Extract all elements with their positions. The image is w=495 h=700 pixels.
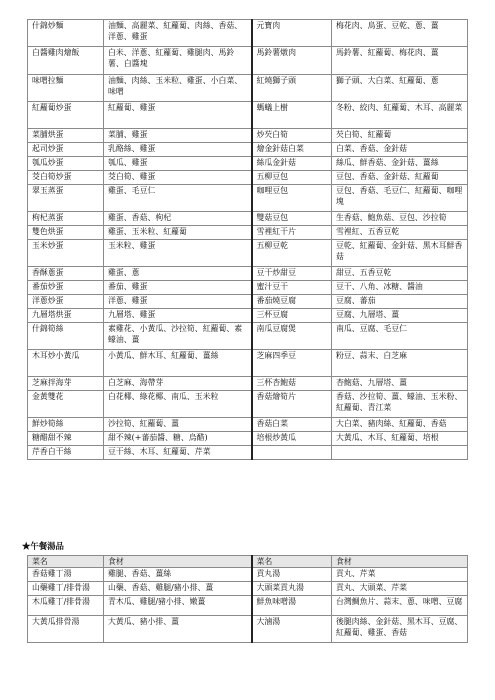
menu-ingredients-cell: 豆包、香菇、金針菇、紅蘿蔔 [332,171,468,185]
soup-dish-name-cell: 鮮魚味噌湯 [252,596,332,616]
menu-ingredients-cell: 雞蛋、玉米粒、紅蘿蔔 [104,226,252,240]
menu-dish-name-cell: 茭白筍炒蛋 [28,171,104,185]
menu-ingredients-cell: 豆腐、九層塔、薑 [332,309,468,323]
menu-dish-name-cell: 五柳豆包 [252,171,332,185]
menu-row [28,377,468,391]
menu-dish-name-cell: 木耳炒小黃瓜 [28,350,104,377]
menu-ingredients-cell: 乳酪絲、雞蛋 [104,143,252,157]
menu-row [28,418,468,432]
menu-ingredients-cell: 茭白筍、雞蛋 [104,171,252,185]
menu-row [28,295,468,309]
menu-ingredients-cell: 生香菇、鮑魚菇、豆包、沙拉筍 [332,212,468,226]
menu-ingredients-cell: 冬粉、絞肉、紅蘿蔔、木耳、高麗菜 [332,102,468,129]
menu-ingredients-cell: 芡白筍、紅蘿蔔 [332,129,468,143]
menu-dish-name-cell: 豆干炒甜豆 [252,267,332,281]
menu-row [28,240,468,267]
menu-row [28,350,468,377]
menu-table-body [28,20,468,460]
menu-row [28,47,468,75]
menu-ingredients-cell: 雞蛋、毛豆仁 [104,185,252,212]
menu-ingredients-cell: 絲瓜、鮮香菇、金針菇、薑絲 [332,157,468,171]
menu-row [28,212,468,226]
soup-header-cell: 菜名 [252,556,332,568]
menu-dish-name-cell: 什錦筍絲 [28,323,104,350]
menu-ingredients-cell: 白芝麻、海帶芽 [104,377,252,391]
soup-ingredients-cell: 雞腿、香菇、薑絲 [104,568,252,582]
menu-ingredients-cell: 洋蔥、雞蛋 [104,295,252,309]
menu-ingredients-cell: 大黃瓜、木耳、紅蘿蔔、培根 [332,432,468,446]
menu-dish-name-cell: 絲瓜金針菇 [252,157,332,171]
menu-dish-name-cell: 咖哩豆包 [252,185,332,212]
soup-ingredients-cell: 貢丸、芹菜 [332,568,468,582]
soup-dish-name-cell: 山藥雞丁/排骨湯 [28,582,104,596]
menu-dish-name-cell: 五柳豆乾 [252,240,332,267]
menu-ingredients-cell: 大白菜、豬肉絲、紅蘿蔔、香菇 [332,418,468,432]
menu-ingredients-cell: 油麵、肉絲、玉米粒、雞蛋、小白菜、味噌 [104,75,252,102]
menu-dish-name-cell: 三杯豆腐 [252,309,332,323]
soup-ingredients-cell: 台灣鯛魚片、蒜末、蔥、味噌、豆腐 [332,596,468,616]
soup-header-cell: 食材 [104,556,252,568]
menu-dish-name-cell: 南瓜豆腐煲 [252,323,332,350]
menu-dish-name-cell: 枸杞蒸蛋 [28,212,104,226]
soup-row [28,568,468,582]
menu-row [28,446,468,460]
menu-row [28,75,468,102]
menu-dish-name-cell: 三杯杏鮑菇 [252,377,332,391]
menu-row [28,309,468,323]
soup-dish-name-cell: 香菇雞丁湯 [28,568,104,582]
soup-header-cell: 食材 [332,556,468,568]
menu-ingredients-cell: 豆包、香菇、毛豆仁、紅蘿蔔、咖哩塊 [332,185,468,212]
menu-dish-name-cell: 螞蟻上樹 [252,102,332,129]
menu-dish-name-cell: 香菇燴筍片 [252,391,332,418]
menu-ingredients-cell: 白花椰、綠花椰、南瓜、玉米粒 [104,391,252,418]
menu-dish-name-cell: 雪裡紅干片 [252,226,332,240]
menu-ingredients-cell: 甜豆、五香豆乾 [332,267,468,281]
soup-ingredients-cell: 青木瓜、雞腿/豬小排、嫩薑 [104,596,252,616]
soup-dish-name-cell: 木瓜雞丁/排骨湯 [28,596,104,616]
menu-dish-name-cell: 玉米炒蛋 [28,240,104,267]
menu-ingredients-cell: 粉豆、蒜末、白芝麻 [332,350,468,377]
menu-row [28,432,468,446]
menu-ingredients-cell: 豆干、八角、冰糖、醬油 [332,281,468,295]
menu-dish-name-cell: 芹香白干絲 [28,446,104,460]
soup-ingredients-cell: 後腿肉絲、金針菇、黑木耳、豆腐、紅蘿蔔、雞蛋、香菇 [332,616,468,643]
menu-ingredients-cell: 梅花肉、鳥蛋、豆乾、蔥、薑 [332,20,468,47]
menu-dish-name-cell: 翠玉蒸蛋 [28,185,104,212]
soup-header-cell: 菜名 [28,556,104,568]
menu-row [28,171,468,185]
soup-header-row [28,556,468,568]
menu-row [28,129,468,143]
menu-row [28,391,468,418]
menu-dish-name-cell: 香菇白菜 [252,418,332,432]
menu-ingredients-cell: 油麵、高麗菜、紅蘿蔔、肉絲、香菇、洋蔥、雞蛋 [104,20,252,47]
menu-dish-name-cell: 馬鈴薯燉肉 [252,47,332,75]
menu-row [28,323,468,350]
menu-row [28,185,468,212]
menu-ingredients-cell: 香菇、沙拉筍、薑、蠔油、玉米粉、紅蘿蔔、青江菜 [332,391,468,418]
menu-dish-name-cell [252,446,332,460]
menu-ingredients-cell: 白菜、香菇、金針菇 [332,143,468,157]
menu-ingredients-cell [332,446,468,460]
menu-ingredients-cell: 甜不辣(+蕃茄醬、糖、烏醋) [104,432,252,446]
menu-ingredients-cell: 雞蛋、香菇、枸杞 [104,212,252,226]
menu-ingredients-cell: 玉米粒、雞蛋 [104,240,252,267]
menu-dish-name-cell: 白醬雞肉燴飯 [28,47,104,75]
soup-dish-name-cell: 大頭菜貢丸湯 [252,582,332,596]
menu-dish-name-cell: 瓠瓜炒蛋 [28,157,104,171]
soup-dish-name-cell: 大滷湯 [252,616,332,643]
menu-dish-name-cell: 什錦炒麵 [28,20,104,47]
soup-ingredients-cell: 山藥、香菇、雞腿/豬小排、薑 [104,582,252,596]
menu-dish-name-cell: 芝麻四季豆 [252,350,332,377]
menu-dish-name-cell: 紅燒獅子頭 [252,75,332,102]
soup-section-title: ★午餐湯品 [22,541,64,551]
menu-dish-name-cell: 炒芡白筍 [252,129,332,143]
menu-dish-name-cell: 洋蔥炒蛋 [28,295,104,309]
menu-dish-name-cell: 元寶肉 [252,20,332,47]
soup-row [28,596,468,616]
menu-ingredients-cell: 獅子頭、大白菜、紅蘿蔔、蔥 [332,75,468,102]
menu-dish-name-cell: 雙菇豆包 [252,212,332,226]
menu-dish-name-cell: 雙色烘蛋 [28,226,104,240]
menu-dish-name-cell: 金黃雙花 [28,391,104,418]
menu-dish-name-cell: 培根炒黃瓜 [252,432,332,446]
menu-ingredients-cell: 豆乾、紅蘿蔔、金針菇、黑木耳鮮香菇 [332,240,468,267]
menu-ingredients-cell: 紅蘿蔔、雞蛋 [104,102,252,129]
menu-ingredients-cell: 瓠瓜、雞蛋 [104,157,252,171]
menu-dish-name-cell: 蜜汁豆干 [252,281,332,295]
menu-ingredients-cell: 菜脯、雞蛋 [104,129,252,143]
menu-dish-name-cell: 番茄炒蛋 [28,281,104,295]
menu-ingredients-cell: 素雞花、小黃瓜、沙拉筍、紅蘿蔔、素蠔油、薑 [104,323,252,350]
soup-dish-name-cell: 大黃瓜排骨湯 [28,616,104,643]
menu-ingredients-cell: 南瓜、豆腐、毛豆仁 [332,323,468,350]
menu-ingredients-cell: 小黃瓜、鮮木耳、紅蘿蔔、薑絲 [104,350,252,377]
soup-row [28,582,468,596]
menu-dish-name-cell: 起司炒蛋 [28,143,104,157]
soup-row [28,616,468,643]
menu-dish-name-cell: 九層塔烘蛋 [28,309,104,323]
menu-row [28,20,468,47]
menu-dish-name-cell: 菜脯烘蛋 [28,129,104,143]
menu-dish-name-cell: 芝麻拌海芽 [28,377,104,391]
menu-row [28,226,468,240]
menu-ingredients-cell: 豆干絲、木耳、紅蘿蔔、芹菜 [104,446,252,460]
menu-ingredients-cell: 九層塔、雞蛋 [104,309,252,323]
soup-dish-name-cell: 貢丸湯 [252,568,332,582]
menu-ingredients-cell: 杏鮑菇、九層塔、薑 [332,377,468,391]
menu-dish-name-cell: 番茄燒豆腐 [252,295,332,309]
menu-row [28,281,468,295]
soup-table-body [28,556,468,643]
menu-dish-name-cell: 紅蘿蔔炒蛋 [28,102,104,129]
menu-ingredients-cell: 豆腐、蕃茄 [332,295,468,309]
menu-dish-name-cell: 鮮炒筍絲 [28,418,104,432]
menu-dish-name-cell: 燴金針菇白菜 [252,143,332,157]
menu-ingredients-cell: 雪裡紅、五香豆乾 [332,226,468,240]
menu-dish-name-cell: 香酥蔥蛋 [28,267,104,281]
menu-ingredients-cell: 沙拉筍、紅蘿蔔、薑 [104,418,252,432]
menu-row [28,267,468,281]
menu-ingredients-cell: 番茄、雞蛋 [104,281,252,295]
menu-row [28,102,468,129]
menu-ingredients-cell: 白米、洋蔥、紅蘿蔔、雞腿肉、馬鈴薯、白醬塊 [104,47,252,75]
soup-ingredients-cell: 大黃瓜、豬小排、薑 [104,616,252,643]
soup-ingredients-cell: 貢丸、大頭菜、芹菜 [332,582,468,596]
menu-row [28,157,468,171]
menu-dish-name-cell: 味噌拉麵 [28,75,104,102]
menu-row [28,143,468,157]
menu-ingredients-cell: 雞蛋、蔥 [104,267,252,281]
menu-table [27,19,468,460]
menu-ingredients-cell: 馬鈴薯、紅蘿蔔、梅花肉、薑 [332,47,468,75]
soup-table [27,555,468,643]
menu-dish-name-cell: 糖醋甜不辣 [28,432,104,446]
